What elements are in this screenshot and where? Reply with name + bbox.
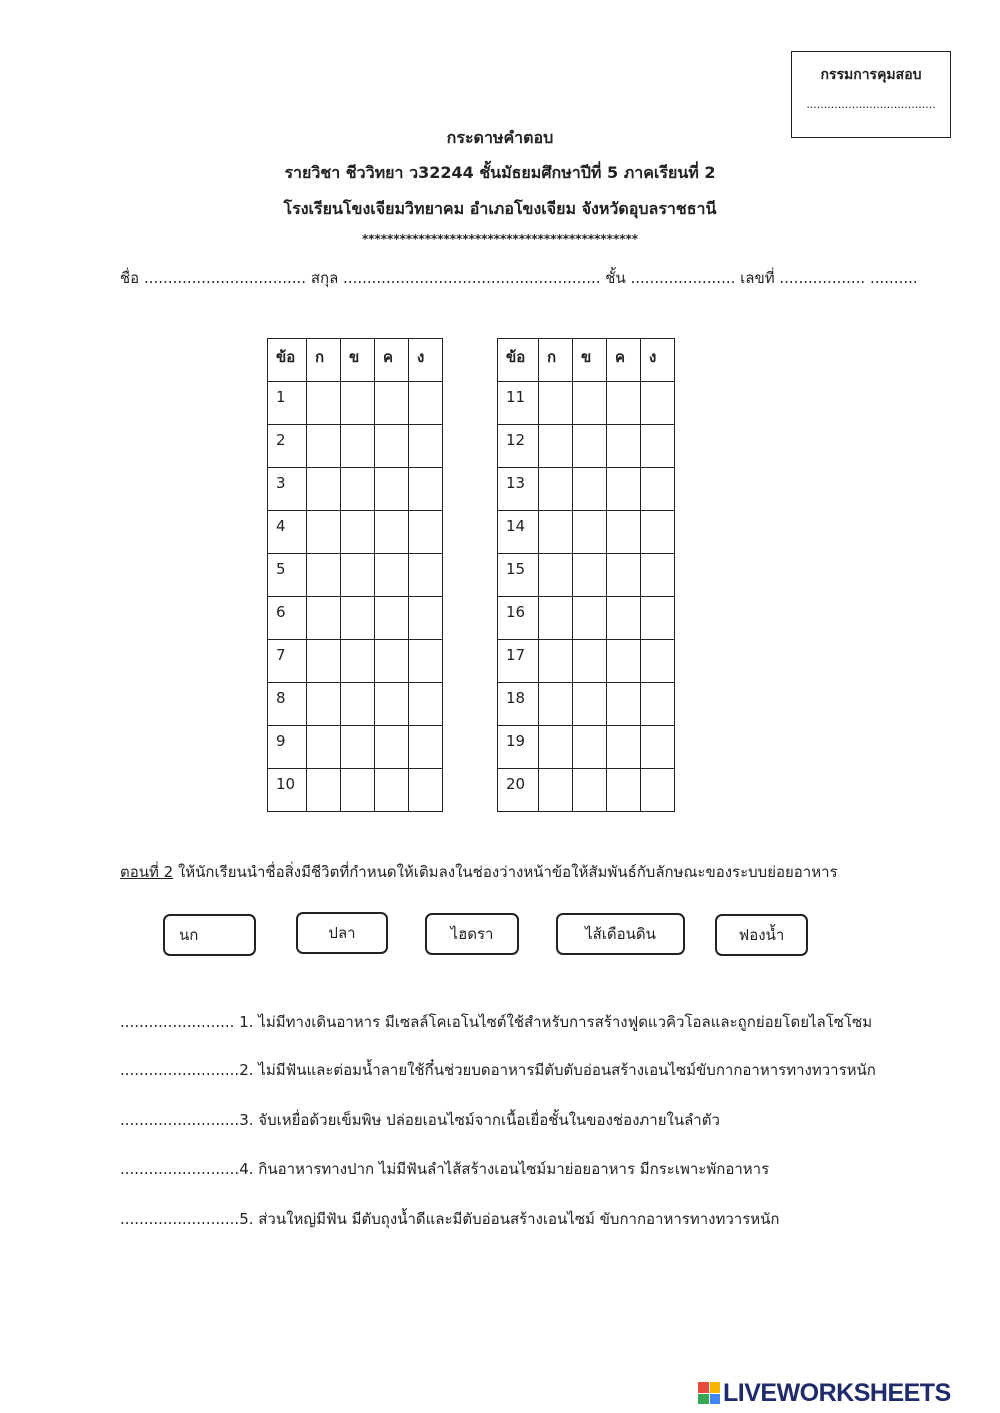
- question-number: 12: [498, 425, 539, 468]
- answer-cell[interactable]: [607, 511, 641, 554]
- proctor-box: [791, 51, 951, 138]
- student-info-line: ชื่อ .................................. สกุล ...................................................... ชั้น ...................... เลขที่ .................. ..........: [120, 269, 918, 287]
- answer-cell[interactable]: [539, 726, 573, 769]
- answer-cell[interactable]: [539, 769, 573, 812]
- question-number: 9: [268, 726, 307, 769]
- table-row: [498, 683, 675, 726]
- answer-cell[interactable]: [573, 683, 607, 726]
- answer-cell[interactable]: [539, 511, 573, 554]
- answer-cell[interactable]: [375, 554, 409, 597]
- question-number: 13: [498, 468, 539, 511]
- answer-table-header: [498, 339, 675, 382]
- table-row: [268, 554, 443, 597]
- answer-cell[interactable]: [641, 511, 675, 554]
- choice-sponge[interactable]: ฟองน้ำ: [715, 914, 808, 956]
- answer-cell[interactable]: [341, 425, 375, 468]
- answer-cell[interactable]: [341, 769, 375, 812]
- table-row: [498, 382, 675, 425]
- proctor-signature-line: .....................................: [806, 98, 936, 111]
- answer-table-right: [497, 338, 675, 812]
- liveworksheets-logo-icon: [698, 1382, 720, 1404]
- answer-cell[interactable]: [607, 597, 641, 640]
- table-row: [268, 597, 443, 640]
- school-line: โรงเรียนโขงเจียมวิทยาคม อำเภอโขงเจียม จังหวัดอุบลราชธานี: [283, 199, 717, 218]
- answer-cell[interactable]: [307, 468, 341, 511]
- answer-cell[interactable]: [307, 640, 341, 683]
- question-number: 11: [498, 382, 539, 425]
- page-title: กระดาษคำตอบ: [446, 128, 554, 147]
- choice-earthworm[interactable]: ไส้เดือนดิน: [556, 913, 685, 955]
- answer-cell[interactable]: [375, 382, 409, 425]
- table-row: [498, 425, 675, 468]
- question-number: 20: [498, 769, 539, 812]
- answer-cell[interactable]: [573, 425, 607, 468]
- header-option: ก: [307, 339, 341, 382]
- answer-cell[interactable]: [307, 382, 341, 425]
- answer-cell[interactable]: [409, 511, 443, 554]
- answer-cell[interactable]: [341, 511, 375, 554]
- answer-cell[interactable]: [573, 468, 607, 511]
- subject-line: รายวิชา ชีววิทยา ว32244 ชั้นมัธยมศึกษาปีที่ 5 ภาคเรียนที่ 2: [284, 163, 716, 182]
- question-4: .........................4. กินอาหารทางปาก ไม่มีฟันลำไส้สร้างเอนไซม์มาย่อยอาหาร มีกระเพาะพักอาหาร: [120, 1160, 770, 1178]
- table-row: [268, 726, 443, 769]
- answer-cell[interactable]: [539, 468, 573, 511]
- question-number: 4: [268, 511, 307, 554]
- answer-cell[interactable]: [341, 382, 375, 425]
- table-row: [268, 382, 443, 425]
- table-row: [268, 640, 443, 683]
- answer-cell[interactable]: [409, 726, 443, 769]
- answer-cell[interactable]: [539, 382, 573, 425]
- part2-label: ตอนที่ 2: [120, 863, 174, 881]
- answer-cell[interactable]: [607, 769, 641, 812]
- table-row: [498, 640, 675, 683]
- choice-hydra[interactable]: ไฮดรา: [425, 913, 519, 955]
- answer-cell[interactable]: [573, 769, 607, 812]
- answer-cell[interactable]: [409, 769, 443, 812]
- table-row: [268, 683, 443, 726]
- answer-cell[interactable]: [375, 683, 409, 726]
- question-number: 7: [268, 640, 307, 683]
- answer-cell[interactable]: [409, 425, 443, 468]
- answer-cell[interactable]: [375, 468, 409, 511]
- question-number: 3: [268, 468, 307, 511]
- answer-cell[interactable]: [641, 425, 675, 468]
- table-row: [498, 468, 675, 511]
- answer-cell[interactable]: [307, 769, 341, 812]
- header-option: ค: [375, 339, 409, 382]
- question-number: 6: [268, 597, 307, 640]
- table-row: [498, 554, 675, 597]
- choice-fish[interactable]: ปลา: [296, 912, 388, 954]
- table-row: [498, 511, 675, 554]
- header-option: ง: [409, 339, 443, 382]
- question-number: 19: [498, 726, 539, 769]
- answer-cell[interactable]: [539, 425, 573, 468]
- header-number: ข้อ: [268, 339, 307, 382]
- answer-cell[interactable]: [573, 597, 607, 640]
- answer-cell[interactable]: [341, 554, 375, 597]
- answer-cell[interactable]: [307, 597, 341, 640]
- answer-cell[interactable]: [607, 468, 641, 511]
- answer-cell[interactable]: [375, 597, 409, 640]
- table-row: [268, 468, 443, 511]
- question-3: .........................3. จับเหยื่อด้วยเข็มพิษ ปล่อยเอนไซม์จากเนื้อเยื่อชั้นในของช่องภายในลำตัว: [120, 1111, 720, 1129]
- answer-cell[interactable]: [307, 726, 341, 769]
- answer-cell[interactable]: [607, 554, 641, 597]
- answer-cell[interactable]: [573, 554, 607, 597]
- answer-cell[interactable]: [539, 640, 573, 683]
- answer-cell[interactable]: [573, 511, 607, 554]
- proctor-title: กรรมการคุมสอบ: [820, 67, 922, 83]
- answer-cell[interactable]: [341, 726, 375, 769]
- answer-cell[interactable]: [641, 683, 675, 726]
- question-number: 2: [268, 425, 307, 468]
- answer-cell[interactable]: [573, 726, 607, 769]
- answer-cell[interactable]: [375, 511, 409, 554]
- answer-cell[interactable]: [539, 554, 573, 597]
- answer-cell[interactable]: [573, 382, 607, 425]
- part2-instruction-text: ให้นักเรียนนำชื่อสิ่งมีชีวิตที่กำหนดให้เติมลงในช่องว่างหน้าข้อให้สัมพันธ์กับลักษณะของระบบย่อยอาหาร: [173, 863, 838, 881]
- answer-cell[interactable]: [375, 769, 409, 812]
- answer-cell[interactable]: [539, 597, 573, 640]
- answer-cell[interactable]: [539, 683, 573, 726]
- question-number: 16: [498, 597, 539, 640]
- table-row: [268, 769, 443, 812]
- answer-cell[interactable]: [341, 683, 375, 726]
- answer-cell[interactable]: [607, 640, 641, 683]
- answer-cell[interactable]: [409, 597, 443, 640]
- answer-cell[interactable]: [409, 554, 443, 597]
- table-row: [268, 511, 443, 554]
- question-number: 5: [268, 554, 307, 597]
- question-number: 1: [268, 382, 307, 425]
- answer-cell[interactable]: [307, 554, 341, 597]
- table-row: [498, 726, 675, 769]
- answer-cell[interactable]: [641, 597, 675, 640]
- answer-cell[interactable]: [307, 511, 341, 554]
- header-option: ค: [607, 339, 641, 382]
- question-number: 15: [498, 554, 539, 597]
- header-option: ข: [573, 339, 607, 382]
- question-number: 8: [268, 683, 307, 726]
- answer-cell[interactable]: [409, 640, 443, 683]
- question-number: 17: [498, 640, 539, 683]
- answer-table-header: [268, 339, 443, 382]
- question-number: 18: [498, 683, 539, 726]
- answer-cell[interactable]: [607, 382, 641, 425]
- question-1: ........................ 1. ไม่มีทางเดินอาหาร มีเซลล์โคเอโนไซต์ใช้สำหรับการสร้างฟูดแวคิวโอลและถูกย่อยโดยไลโซโซม: [120, 1013, 873, 1031]
- answer-cell[interactable]: [341, 468, 375, 511]
- answer-cell[interactable]: [375, 640, 409, 683]
- answer-cell[interactable]: [607, 425, 641, 468]
- answer-cell[interactable]: [307, 425, 341, 468]
- question-number: 10: [268, 769, 307, 812]
- choice-bird[interactable]: นก: [163, 914, 256, 956]
- question-2: .........................2. ไม่มีฟันและต่อมน้ำลายใช้กึ๋นช่วยบดอาหารมีตับตับอ่อนสร้างเอนไซม์ขับกากอาหารทางทวารหนัก: [120, 1061, 876, 1079]
- answer-cell[interactable]: [641, 769, 675, 812]
- answer-cell[interactable]: [641, 640, 675, 683]
- answer-cell[interactable]: [573, 640, 607, 683]
- answer-cell[interactable]: [375, 726, 409, 769]
- divider-stars: ********************************************: [361, 232, 639, 246]
- answer-cell[interactable]: [375, 425, 409, 468]
- question-5: .........................5. ส่วนใหญ่มีฟัน มีตับถุงน้ำดีและมีตับอ่อนสร้างเอนไซม์ ขับกากอาหารทางทวารหนัก: [120, 1210, 780, 1228]
- header-number: ข้อ: [498, 339, 539, 382]
- answer-cell[interactable]: [341, 640, 375, 683]
- header-option: ง: [641, 339, 675, 382]
- answer-cell[interactable]: [409, 382, 443, 425]
- question-number: 14: [498, 511, 539, 554]
- answer-cell[interactable]: [641, 468, 675, 511]
- answer-table-left: [267, 338, 443, 812]
- table-row: [498, 597, 675, 640]
- header-option: ก: [539, 339, 573, 382]
- answer-cell[interactable]: [409, 468, 443, 511]
- answer-cell[interactable]: [607, 683, 641, 726]
- answer-cell[interactable]: [341, 597, 375, 640]
- liveworksheets-logo: [698, 1378, 951, 1408]
- table-row: [498, 769, 675, 812]
- header-option: ข: [341, 339, 375, 382]
- liveworksheets-logo-text: LIVEWORKSHEETS: [723, 1378, 951, 1407]
- answer-cell[interactable]: [641, 382, 675, 425]
- table-row: [268, 425, 443, 468]
- answer-cell[interactable]: [307, 683, 341, 726]
- answer-cell[interactable]: [409, 683, 443, 726]
- answer-cell[interactable]: [641, 726, 675, 769]
- answer-cell[interactable]: [607, 726, 641, 769]
- answer-cell[interactable]: [641, 554, 675, 597]
- part2-instruction: [120, 860, 838, 884]
